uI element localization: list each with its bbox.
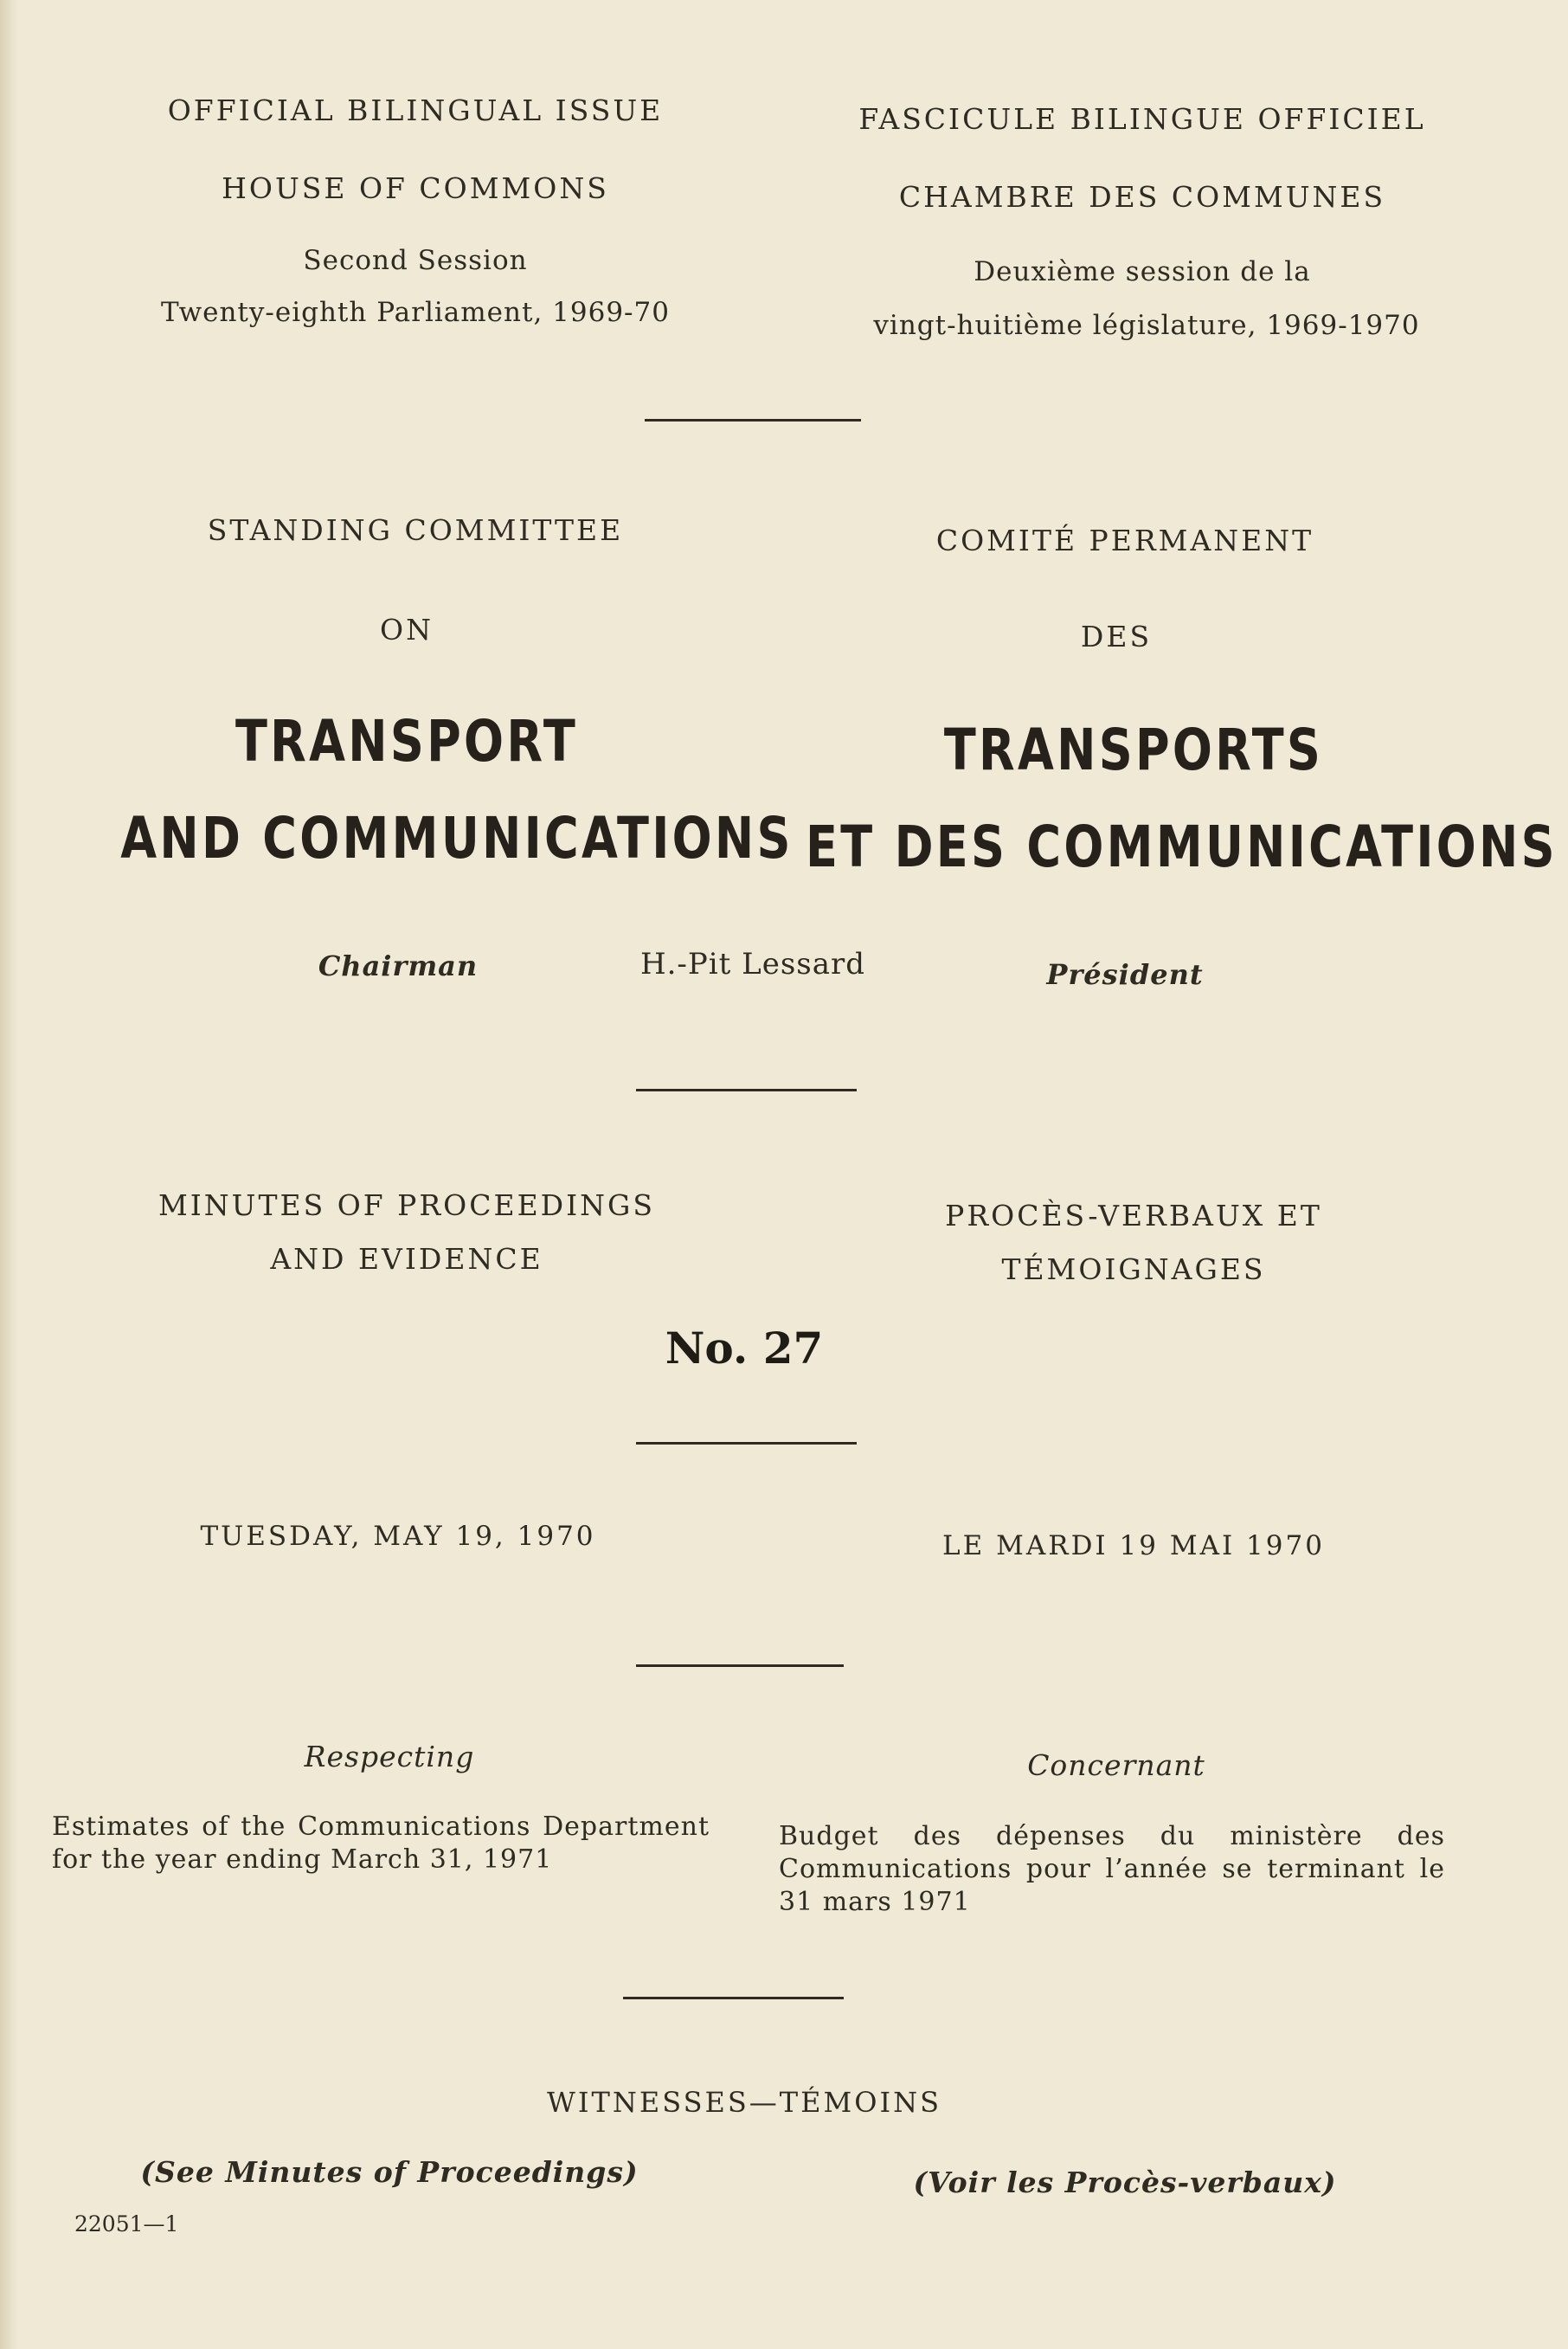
fr-committee-line2: DES bbox=[1080, 620, 1153, 653]
issue-number: No. 27 bbox=[665, 1323, 824, 1374]
president-label: Président bbox=[1046, 958, 1204, 991]
fr-issue: FASCICULE BILINGUE OFFICIEL bbox=[858, 102, 1426, 136]
en-parliament: Twenty-eighth Parliament, 1969-70 bbox=[161, 297, 670, 328]
chairman-label: Chairman bbox=[318, 949, 479, 982]
en-session: Second Session bbox=[303, 245, 528, 276]
en-committee-line2: ON bbox=[380, 613, 434, 647]
en-subject-text: Estimates of the Communications Department for the year ending March 31, 1971 bbox=[52, 1812, 710, 1875]
divider-rule-1 bbox=[645, 419, 861, 422]
divider-rule-2 bbox=[636, 1089, 857, 1091]
fr-concernant-label: Concernant bbox=[1027, 1748, 1205, 1782]
en-issue: OFFICIAL BILINGUAL ISSUE bbox=[167, 93, 664, 127]
en-title-communications: AND COMMUNICATIONS bbox=[120, 805, 794, 872]
en-minutes-line1: MINUTES OF PROCEEDINGS bbox=[157, 1188, 656, 1222]
fr-house: CHAMBRE DES COMMUNES bbox=[898, 180, 1386, 214]
en-committee-line1: STANDING COMMITTEE bbox=[207, 513, 624, 547]
fr-date: LE MARDI 19 MAI 1970 bbox=[942, 1530, 1325, 1561]
fr-title-transports: TRANSPORTS bbox=[943, 717, 1324, 783]
en-minutes-line2: AND EVIDENCE bbox=[270, 1242, 543, 1276]
fr-committee-line1: COMITÉ PERMANENT bbox=[935, 524, 1314, 557]
en-witnesses-note: (See Minutes of Proceedings) bbox=[140, 2155, 639, 2189]
fr-witnesses-note: (Voir les Procès-verbaux) bbox=[913, 2166, 1337, 2199]
fr-minutes-line1: PROCÈS-VERBAUX ET bbox=[945, 1199, 1322, 1232]
divider-rule-3 bbox=[636, 1442, 857, 1445]
fr-subject-text: Budget des dépenses du ministère des Communications pour l’année se terminant le 31 mars 1971 bbox=[779, 1821, 1445, 1917]
fr-session: Deuxième session de la bbox=[974, 256, 1311, 287]
page-spine-shadow bbox=[0, 0, 19, 2349]
fr-minutes-line2: TÉMOIGNAGES bbox=[1001, 1252, 1266, 1286]
en-date: TUESDAY, MAY 19, 1970 bbox=[200, 1521, 596, 1552]
witnesses-heading: WITNESSES—TÉMOINS bbox=[546, 2086, 942, 2119]
en-house: HOUSE OF COMMONS bbox=[222, 171, 609, 205]
divider-rule-4 bbox=[636, 1664, 844, 1667]
en-title-transport: TRANSPORT bbox=[235, 708, 579, 775]
fr-parliament: vingt-huitième législature, 1969-1970 bbox=[873, 310, 1420, 341]
divider-rule-5 bbox=[623, 1997, 844, 1999]
en-respecting-label: Respecting bbox=[304, 1740, 475, 1773]
chairman-name: H.-Pit Lessard bbox=[639, 947, 866, 981]
fr-title-communications: ET DES COMMUNICATIONS bbox=[806, 814, 1558, 880]
print-code: 22051—1 bbox=[74, 2211, 179, 2236]
